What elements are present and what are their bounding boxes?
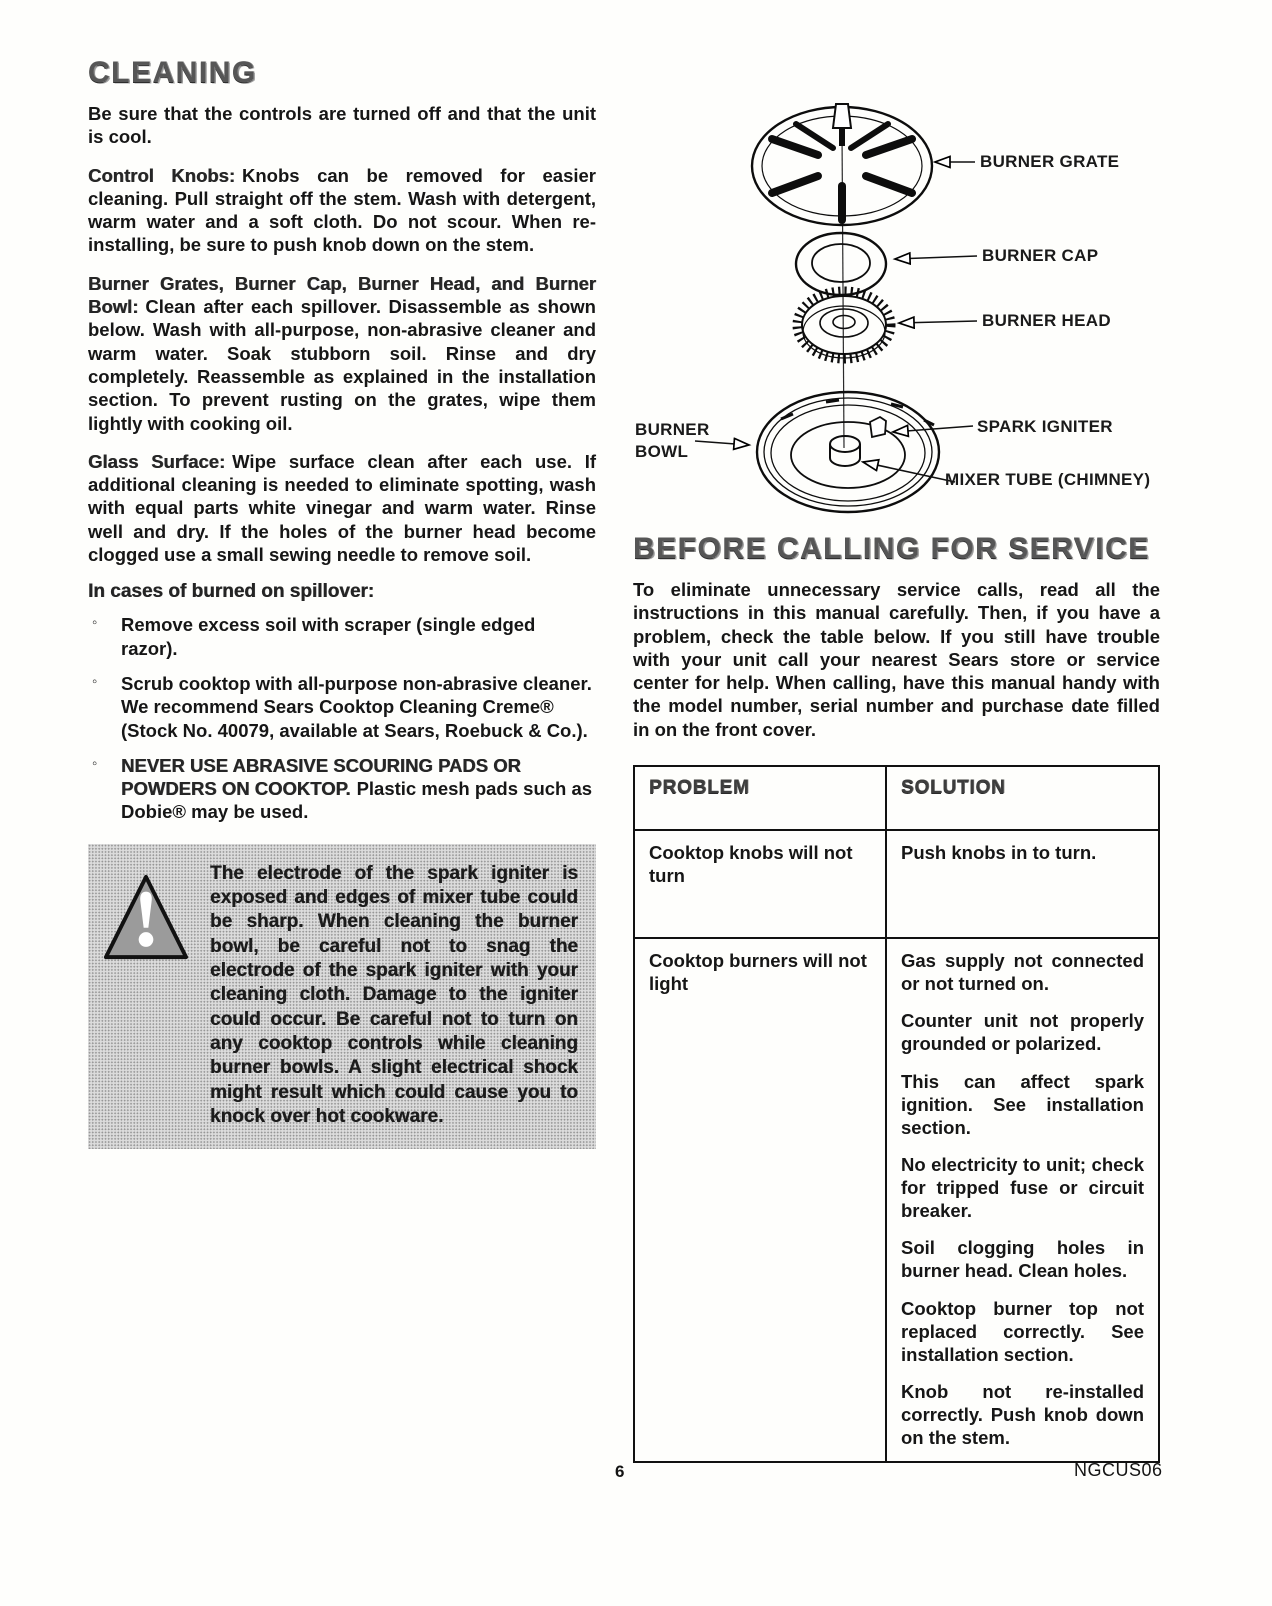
list-item-text: Scrub cooktop with all-purpose non-abrasive cleaner. We recommend Sears Cooktop Cleaning Creme® (Stock No. 40079, available at Sears, Roebuck & Co.). (121, 672, 592, 741)
table-header-row (634, 766, 1159, 830)
mixer-tube-drawing (830, 436, 860, 466)
warning-text: The electrode of the spark igniter is exposed and edges of mixer tube could be sharp. When cleaning the burner bowl, be careful not to snag the electrode of the spark igniter with your cleaning cloth. Damage to the igniter could occur. Be careful not to turn on any cooktop controls while cleaning burner bowls. A slight electrical shock might result which could cause you to knock over hot cookware. (210, 862, 578, 1127)
glass-surface-lead: Glass Surface: (88, 450, 226, 472)
burner-parts-text: Clean after each spillover. Disassemble as shown below. Wash with all-purpose, non-abrasive cleaner and warm water. Soak stubborn soil. Rinse and dry completely. Reassemble as explained in the installation section. To prevent rusting on the grates, wipe them lightly with cooking oil. (88, 296, 596, 434)
solution-text: Push knobs in to turn. (901, 842, 1097, 864)
warning-box (88, 844, 596, 1149)
solution-text: Gas supply not connected or not turned on. (901, 950, 1144, 995)
document-code: NGCUS06 (1074, 1460, 1163, 1480)
burner-parts-paragraph (88, 272, 596, 435)
solution-text: This can affect spark ignition. See installation section. (901, 1070, 1144, 1138)
control-knobs-paragraph (88, 164, 596, 257)
burner-bowl-label-line2: BOWL (635, 442, 689, 461)
burner-parts-lead: Burner Grates, Burner Cap, Burner Head, and Burner Bowl: (88, 272, 596, 318)
spillover-list (88, 613, 596, 823)
warning-triangle-icon (102, 862, 190, 971)
solution-text: Cooktop burner top not replaced correctly. See installation section. (901, 1297, 1144, 1365)
list-item (88, 754, 596, 824)
solution-cell (886, 830, 1159, 938)
burner-bowl-drawing (757, 392, 939, 512)
burner-head-drawing (797, 291, 891, 359)
problem-column-header: PROBLEM (634, 766, 886, 830)
problem-cell: Cooktop knobs will not turn (634, 830, 886, 938)
table-row (634, 830, 1159, 938)
troubleshooting-table (633, 765, 1160, 1463)
list-item-text (121, 755, 592, 823)
burner-head-label: BURNER HEAD (982, 311, 1111, 330)
solution-column-header: SOLUTION (886, 766, 1159, 830)
spillover-heading: In cases of burned on spillover: (88, 581, 375, 603)
service-section (633, 92, 1160, 1463)
list-item-bold-text: NEVER USE ABRASIVE SCOURING PADS OR POWDERS ON COOKTOP. (121, 754, 521, 800)
cleaning-heading: CLEANING (88, 56, 257, 89)
solution-text: No electricity to unit; check for tripped fuse or circuit breaker. (901, 1153, 1144, 1222)
list-item-text: Remove excess soil with scraper (single edged razor). (121, 614, 536, 659)
table-row (634, 938, 1159, 1462)
cleaning-section (88, 56, 596, 1149)
solution-text: Counter unit not properly grounded or polarized. (901, 1010, 1144, 1055)
glass-surface-text: Wipe surface clean after each use. If additional cleaning is needed to eliminate spotting, wash with equal parts white vinegar and warm water. Rinse well and dry. If the holes of the burner head become clogged use a small sewing needle to remove soil. (88, 450, 596, 566)
solution-text: Knob not re-installed correctly. Push knob down on the stem. (901, 1380, 1144, 1449)
burner-cap-label: BURNER CAP (982, 246, 1099, 265)
bullet-icon: ◦ (92, 754, 98, 772)
list-item-rest-text: Plastic mesh pads such as Dobie® may be used. (121, 778, 593, 823)
burner-grate-label: BURNER GRATE (980, 152, 1120, 171)
solution-cell (886, 938, 1159, 1462)
service-heading: BEFORE CALLING FOR SERVICE (633, 532, 1150, 565)
page-number: 6 (615, 1462, 625, 1481)
service-intro: To eliminate unnecessary service calls, read all the instructions in this manual carefully. Then, if you have a problem, check the table below. If you still have trouble with your unit call your nearest Sears store or service center for help. When calling, have this manual handy with the model number, serial number and purchase date filled in on the front cover. (633, 579, 1160, 740)
list-item (88, 672, 596, 742)
burner-bowl-label-line1: BURNER (635, 420, 710, 439)
burner-exploded-diagram (633, 92, 1160, 524)
burner-cap-drawing (796, 233, 886, 295)
control-knobs-text: Knobs can be removed for easier cleaning. Pull straight off the stem. Wash with detergent, warm water and a soft cloth. Do not scour. When re-installing, be sure to push knob down on the stem. (88, 164, 596, 256)
bullet-icon: ◦ (92, 614, 98, 632)
solution-text: Soil clogging holes in burner head. Clean holes. (901, 1237, 1144, 1282)
control-knobs-lead: Control Knobs: (88, 164, 236, 186)
problem-cell: Cooktop burners will not light (634, 938, 886, 1462)
list-item (88, 613, 596, 660)
mixer-tube-label: MIXER TUBE (CHIMNEY) (945, 470, 1151, 489)
glass-surface-paragraph (88, 450, 596, 566)
bullet-icon: ◦ (92, 672, 98, 690)
cleaning-intro: Be sure that the controls are turned off and that the unit is cool. (88, 103, 596, 148)
spark-igniter-label: SPARK IGNITER (977, 417, 1113, 436)
spark-igniter-drawing (870, 417, 886, 437)
